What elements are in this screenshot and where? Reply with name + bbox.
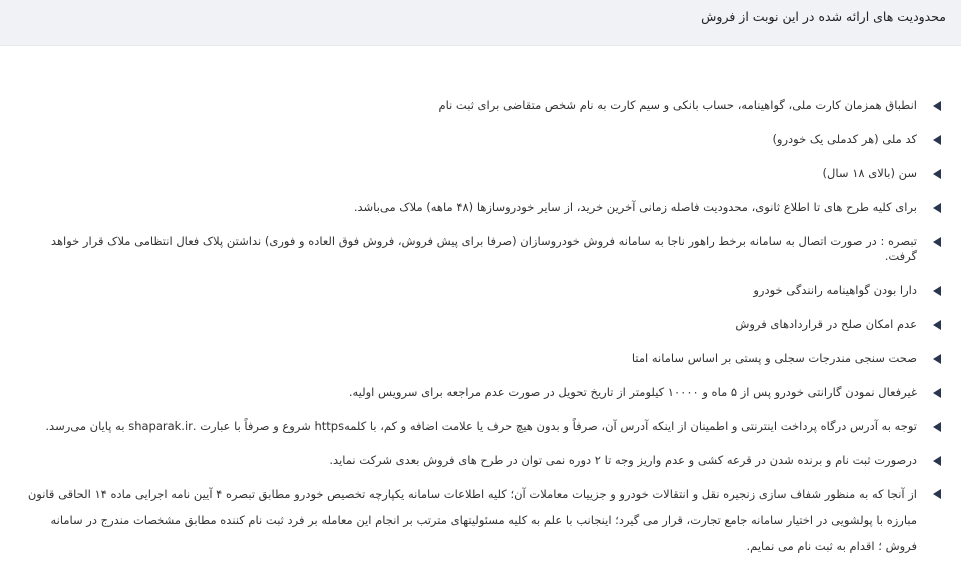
list-item xyxy=(26,283,941,298)
triangle-bullet-icon xyxy=(933,320,941,330)
triangle-bullet-icon xyxy=(933,456,941,466)
triangle-bullet-icon xyxy=(933,354,941,364)
restrictions-list xyxy=(26,98,941,578)
list-item-text: برای کلیه طرح های تا اطلاع ثانوی، محدودیت فاصله زمانی آخرین خرید، از سایر خودروسازها (۴۸ ماهه) ملاک می‌باشد. xyxy=(353,200,917,214)
list-item xyxy=(26,351,941,366)
triangle-bullet-icon xyxy=(933,489,941,499)
list-item xyxy=(26,317,941,332)
list-item-text: دارا بودن گواهینامه رانندگی خودرو xyxy=(753,283,917,297)
triangle-bullet-icon xyxy=(933,237,941,247)
list-item-text: سن (بالای ۱۸ سال) xyxy=(822,166,917,180)
list-item-text: درصورت ثبت نام و برنده شدن در قرعه کشی و عدم واریز وجه تا ۲ دوره نمی توان در طرح های فروش بعدی شرکت نماید. xyxy=(329,453,917,467)
list-item xyxy=(26,419,941,434)
list-item xyxy=(26,98,941,113)
list-item xyxy=(26,132,941,147)
triangle-bullet-icon xyxy=(933,422,941,432)
list-item xyxy=(26,166,941,181)
triangle-bullet-icon xyxy=(933,203,941,213)
page-title: محدودیت های ارائه شده در این نوبت از فروش xyxy=(701,9,946,24)
list-item-text: تبصره : در صورت اتصال به سامانه برخط راهور ناجا به سامانه فروش خودروسازان (صرفا برای پیش فروش، فروش فوق العاده و فوری) نداشتن پلاک فعال انتظامی ملاک قرار خواهد گرفت. xyxy=(50,234,917,263)
list-item-text: انطباق همزمان کارت ملی، گواهینامه، حساب بانکی و سیم کارت به نام شخص متقاضی برای ثبت نام xyxy=(438,98,917,112)
list-item-text: توجه به آدرس درگاه پرداخت اینترنتی و اطمینان از اینکه آدرس آن، صرفاً و بدون هیچ حرف یا علامت اضافه و کم، با کلمهhttps شروع و صرفاً با عبارت .shaparak.ir به پایان می‌رسد. xyxy=(45,419,917,433)
list-item-text: غیرفعال نمودن گارانتی خودرو پس از ۵ ماه و ۱۰۰۰۰ کیلومتر از تاریخ تحویل در صورت عدم مراجعه برای سرویس اولیه. xyxy=(348,385,917,399)
list-item-text: کد ملی (هر کدملی یک خودرو) xyxy=(772,132,917,146)
header-bar xyxy=(0,0,961,46)
list-item xyxy=(26,481,941,559)
list-item xyxy=(26,385,941,400)
list-item-text: عدم امکان صلح در قراردادهای فروش xyxy=(735,317,917,331)
list-item xyxy=(26,453,941,468)
list-item-text: از آنجا که به منظور شفاف سازی زنجیره نقل و انتقالات خودرو و جزییات معاملات آن؛ کلیه اطلاعات سامانه یکپارچه تخصیص خودرو مطابق تبصره ۴ آیین نامه اجرایی ماده ۱۴ الحاقی قانون مبارزه با پولشویی در اختیار سامانه جامع تجارت، قرار می گیرد؛ اینجانب با علم به کلیه مسئولیتهای مترتب بر انجام این معامله بر فرد ثبت نام کننده مطابق مشخصات مندرج در سامانه فروش ؛ اقدام به ثبت نام می نمایم. xyxy=(27,487,917,553)
list-item xyxy=(26,200,941,215)
triangle-bullet-icon xyxy=(933,286,941,296)
triangle-bullet-icon xyxy=(933,169,941,179)
list-item xyxy=(26,234,941,264)
list-item-text: صحت سنجی مندرجات سجلی و پستی بر اساس سامانه امتا xyxy=(631,351,917,365)
triangle-bullet-icon xyxy=(933,101,941,111)
triangle-bullet-icon xyxy=(933,388,941,398)
triangle-bullet-icon xyxy=(933,135,941,145)
